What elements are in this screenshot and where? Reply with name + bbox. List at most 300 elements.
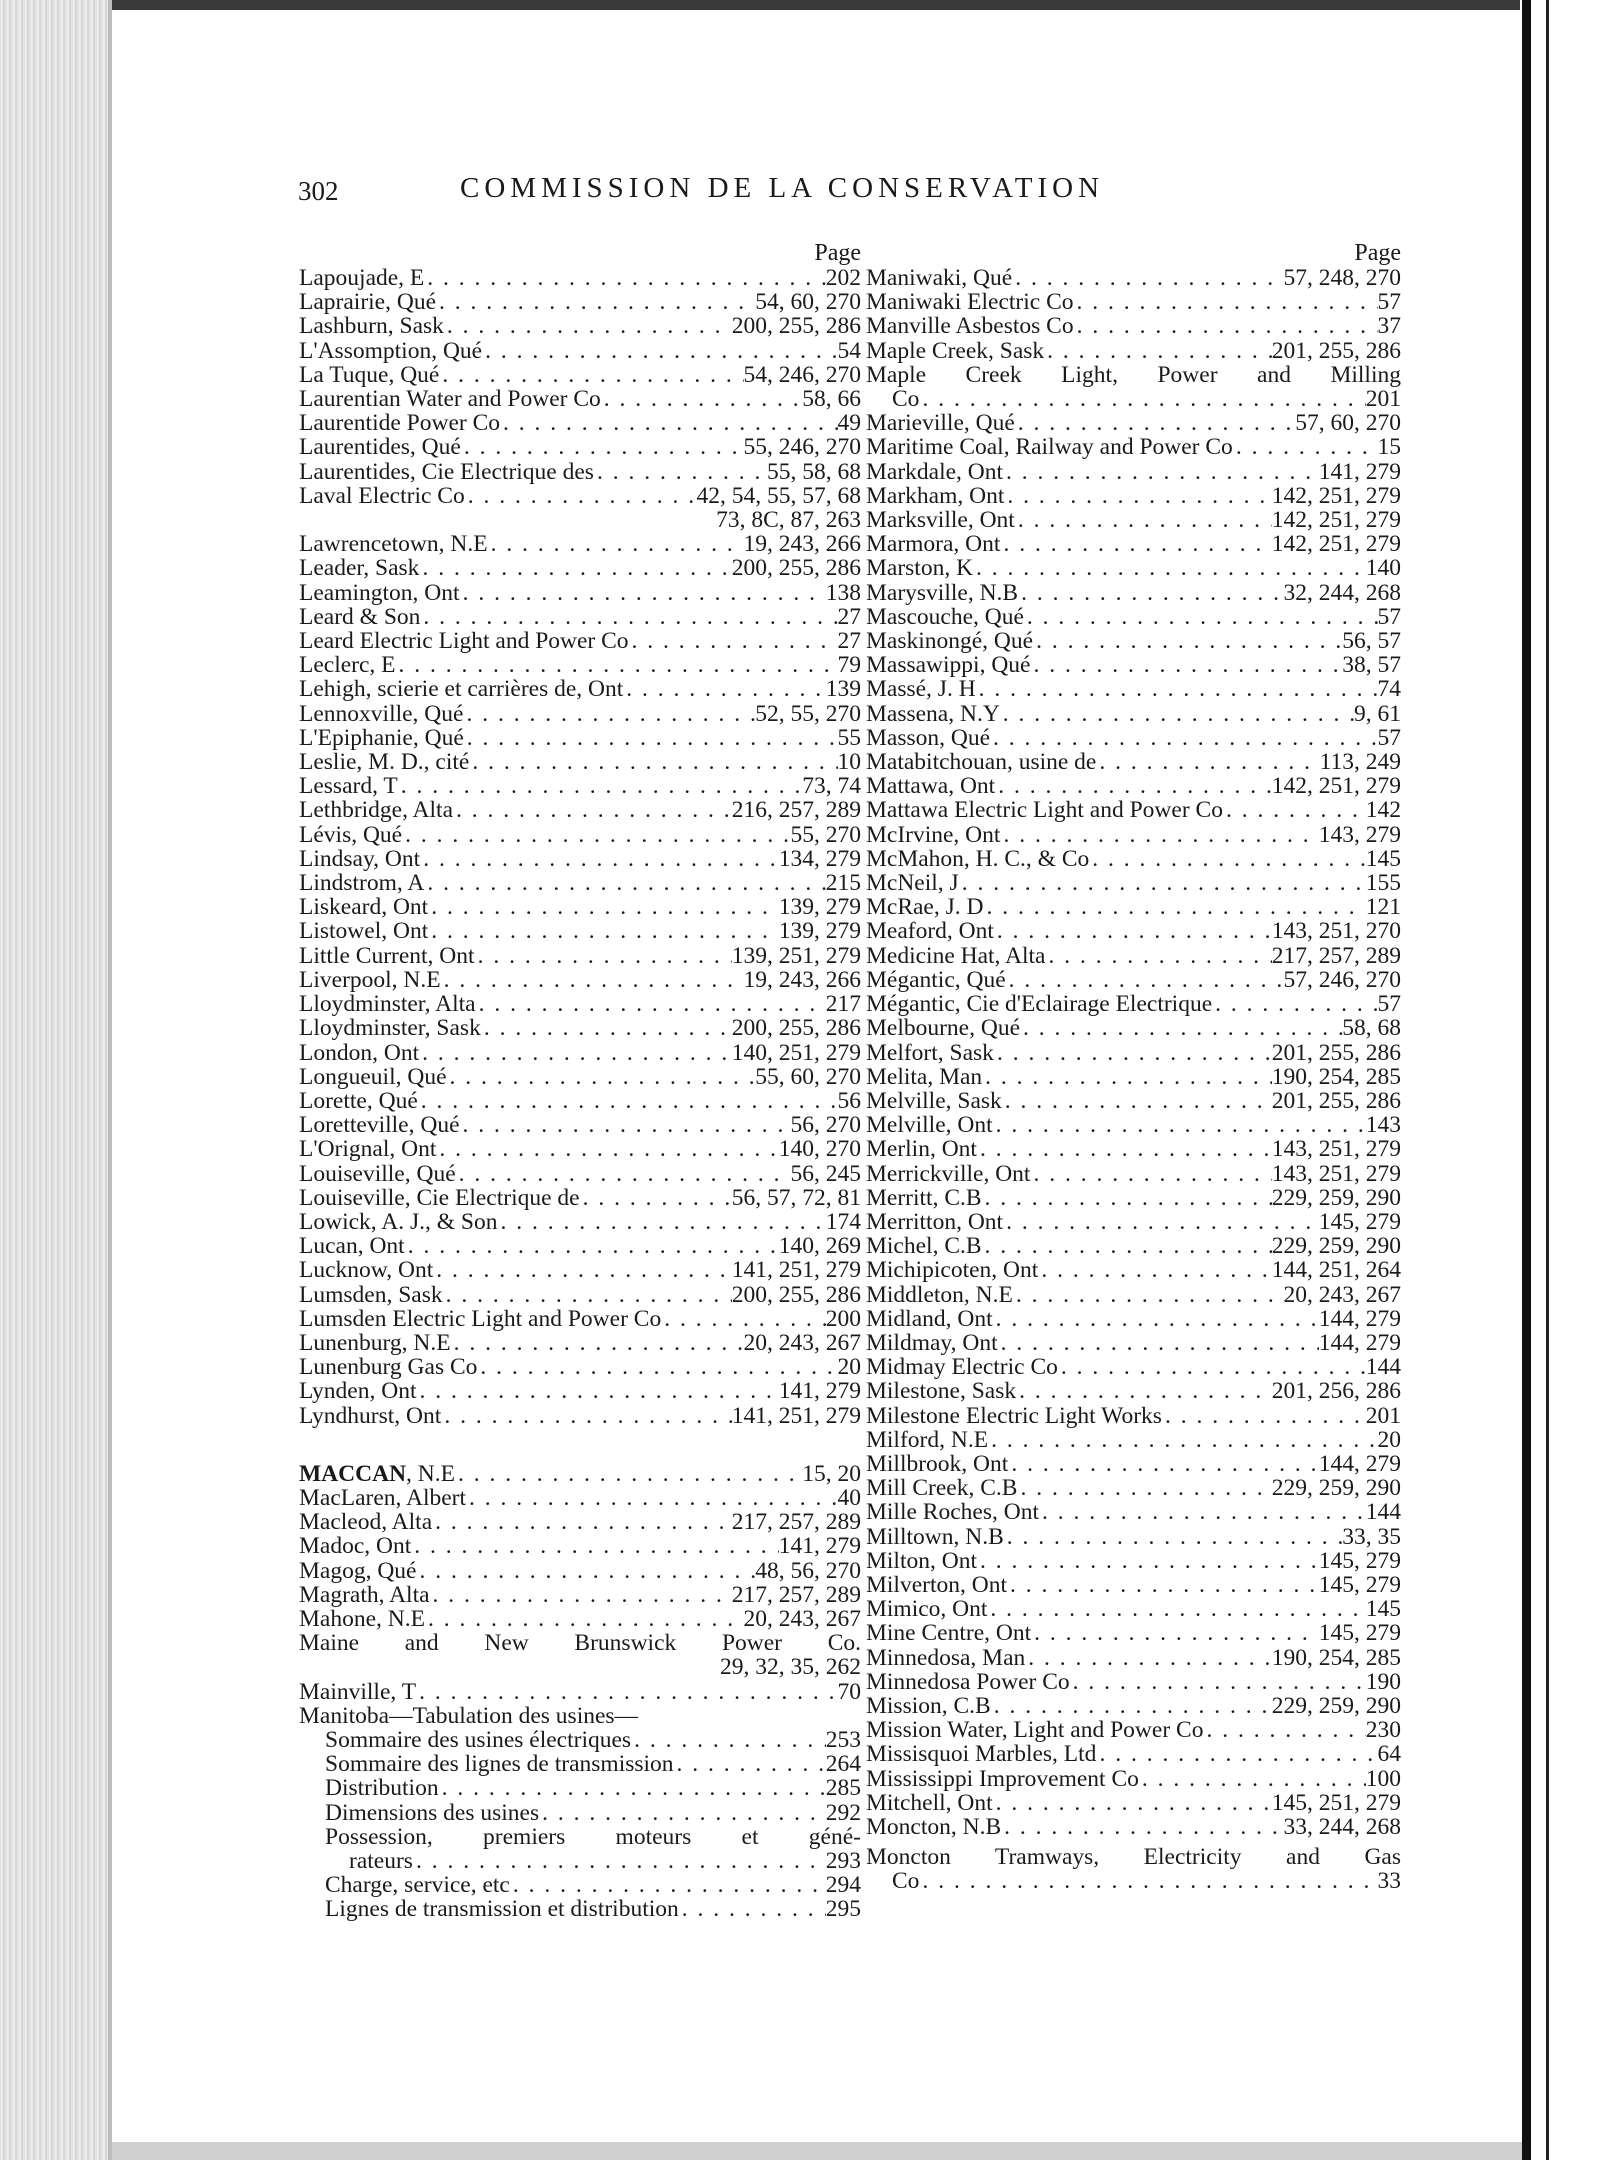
entry-name: Middleton, N.E <box>866 1281 1013 1308</box>
entry-pages: 70 <box>837 1678 861 1705</box>
dot-leader <box>481 1016 732 1040</box>
index-entry <box>299 1258 861 1282</box>
entry-pages: 144, 279 <box>1318 1305 1401 1332</box>
index-entry <box>299 774 861 798</box>
entry-name: Lunenburg, N.E <box>299 1329 451 1356</box>
entry-pages: 229, 259, 290 <box>1271 1233 1401 1260</box>
index-entry <box>866 1815 1401 1839</box>
dot-leader <box>629 629 838 653</box>
entry-pages: 140, 270 <box>778 1136 861 1163</box>
dot-leader <box>453 798 732 822</box>
entry-name: Milton, Ont <box>866 1547 977 1574</box>
index-entry <box>866 1525 1401 1549</box>
dot-leader <box>1030 1162 1271 1186</box>
entry-name: Maple Creek Light, Power and Milling <box>866 361 1401 388</box>
entry-name: L'Orignal, Ont <box>299 1136 437 1163</box>
index-entry <box>299 1752 861 1776</box>
dot-leader <box>1017 1476 1271 1500</box>
dot-leader <box>466 1486 837 1510</box>
entry-name: Minnedosa, Man <box>866 1644 1026 1671</box>
index-entry <box>299 1583 861 1607</box>
entry-pages: 20, 243, 267 <box>1283 1281 1401 1308</box>
entry-name: Loretteville, Qué <box>299 1112 460 1139</box>
entry-name: Midland, Ont <box>866 1305 993 1332</box>
entry-pages: 138 <box>825 579 861 606</box>
dot-leader <box>973 556 1366 580</box>
dot-leader <box>983 895 1365 919</box>
entry-name: Little Current, Ont <box>299 942 475 969</box>
index-entry <box>299 944 861 968</box>
dot-leader <box>1018 581 1283 605</box>
entry-pages: 73, 74 <box>802 773 861 800</box>
index-entry <box>866 1694 1401 1718</box>
dot-leader <box>432 1510 732 1534</box>
dot-leader <box>1074 290 1378 314</box>
index-entry <box>866 944 1401 968</box>
dot-leader <box>982 1065 1272 1089</box>
index-entry <box>299 314 861 338</box>
entry-pages: 294 <box>825 1872 861 1899</box>
index-entry <box>866 508 1401 532</box>
entry-pages: 229, 259, 290 <box>1271 1475 1401 1502</box>
index-entry <box>866 895 1401 919</box>
entry-name: Midmay Electric Co <box>866 1354 1058 1381</box>
entry-pages: 57 <box>1377 289 1401 316</box>
entry-pages: 32, 244, 268 <box>1283 579 1401 606</box>
entry-pages: 139, 251, 279 <box>731 942 861 969</box>
entry-name: Lucknow, Ont <box>299 1257 434 1284</box>
entry-pages: 216, 257, 289 <box>731 797 861 824</box>
index-entry <box>299 702 861 726</box>
entry-pages: 58, 66 <box>802 386 861 413</box>
entry-pages: 190, 254, 285 <box>1271 1644 1401 1671</box>
entry-pages: 10 <box>837 749 861 776</box>
dot-leader <box>1002 1089 1272 1113</box>
dot-leader <box>500 411 837 435</box>
index-entry <box>299 1041 861 1065</box>
entry-pages: 55 <box>837 724 861 751</box>
entry-pages: 200, 255, 286 <box>731 1015 861 1042</box>
entry-name: Mildmay, Ont <box>866 1329 998 1356</box>
dot-leader <box>1015 508 1272 532</box>
index-entry <box>866 726 1401 750</box>
dot-leader <box>631 1728 826 1752</box>
entry-name: McMahon, H. C., & Co <box>866 845 1090 872</box>
entry-name: Milford, N.E <box>866 1426 989 1453</box>
index-entry <box>299 1089 861 1113</box>
index-entry <box>866 1137 1401 1161</box>
entry-name: Moncton, N.B <box>866 1814 1002 1840</box>
index-entry <box>299 1873 861 1897</box>
dot-leader <box>1003 1210 1319 1234</box>
dot-leader <box>482 339 837 363</box>
entry-pages: 253 <box>825 1726 861 1753</box>
index-entry <box>866 1428 1401 1452</box>
entry-pages: 201, 255, 286 <box>1271 1087 1401 1114</box>
entry-pages: 27 <box>837 628 861 655</box>
entry-name: Leard & Son <box>299 603 421 630</box>
entry-name: Merrickville, Ont <box>866 1160 1031 1187</box>
entry-name-bold: MACCAN <box>299 1460 407 1487</box>
entry-name: Liskeard, Ont <box>299 894 429 921</box>
entry-name: Co <box>892 1868 920 1895</box>
index-entry <box>866 750 1401 774</box>
dot-leader <box>475 944 732 968</box>
index-entry <box>866 871 1401 895</box>
entry-pages: 141, 251, 279 <box>731 1257 861 1284</box>
entry-pages: 48, 56, 270 <box>755 1557 861 1584</box>
index-entry <box>299 1283 861 1307</box>
entry-pages: 295 <box>825 1896 861 1923</box>
index-entry <box>866 484 1401 508</box>
entry-name: Melville, Ont <box>866 1112 993 1139</box>
entry-name: Lindsay, Ont <box>299 845 421 872</box>
entry-name: Massawippi, Qué <box>866 652 1031 679</box>
entry-name: Lumsden, Sask <box>299 1281 443 1308</box>
entry-pages: 142 <box>1365 797 1401 824</box>
dot-leader <box>419 556 731 580</box>
entry-pages: 140, 269 <box>778 1233 861 1260</box>
entry-pages: 201, 256, 286 <box>1271 1378 1401 1405</box>
dot-leader <box>1008 1452 1318 1476</box>
entry-pages: 141, 279 <box>778 1533 861 1560</box>
entry-pages: 190, 254, 285 <box>1271 1063 1401 1090</box>
index-entry <box>299 1607 861 1631</box>
entry-name: Lévis, Qué <box>299 821 403 848</box>
entry-name: McRae, J. D <box>866 894 984 921</box>
dot-leader <box>993 1307 1319 1331</box>
entry-name: Lumsden Electric Light and Power Co <box>299 1305 662 1332</box>
entry-name: Mitchell, Ont <box>866 1789 993 1816</box>
entry-name: Massé, J. H <box>866 676 976 703</box>
entry-name: Listowel, Ont <box>299 918 429 945</box>
entry-name: Milestone, Sask <box>866 1378 1017 1405</box>
entry-name: Laurentian Water and Power Co <box>299 386 601 413</box>
index-entry <box>299 1486 861 1510</box>
entry-pages: 142, 251, 279 <box>1271 773 1401 800</box>
dot-leader <box>1030 653 1342 677</box>
entry-name: Moncton Tramways, Electricity and Gas <box>866 1844 1401 1871</box>
entry-name: Mill Creek, C.B <box>866 1475 1018 1502</box>
entry-name: Leclerc, E <box>299 652 396 679</box>
index-entry <box>866 314 1401 338</box>
entry-pages: 145 <box>1365 845 1401 872</box>
index-entry <box>866 605 1401 629</box>
index-entry <box>866 702 1401 726</box>
dot-leader <box>991 1694 1272 1718</box>
dot-leader <box>998 1331 1319 1355</box>
entry-name: Lorette, Qué <box>299 1087 418 1114</box>
entry-pages: 79 <box>837 652 861 679</box>
index-entry <box>299 1137 861 1161</box>
dot-leader <box>477 1355 837 1379</box>
entry-name: McIrvine, Ont <box>866 821 1001 848</box>
index-entry <box>866 460 1401 484</box>
dot-leader <box>416 1680 837 1704</box>
index-entry <box>299 363 861 387</box>
dot-leader <box>919 387 1365 411</box>
entry-name: Mississippi Improvement Co <box>866 1765 1139 1792</box>
entry-name: Marysville, N.B <box>866 579 1019 606</box>
dot-leader <box>1003 460 1319 484</box>
index-entry <box>299 1728 861 1752</box>
dot-leader <box>1000 702 1354 726</box>
dot-leader <box>1096 1742 1377 1766</box>
dot-leader <box>1006 968 1284 992</box>
index-entry <box>299 653 861 677</box>
entry-name: Dimensions des usines <box>325 1799 540 1826</box>
dot-leader <box>439 363 743 387</box>
entry-pages: 202 <box>825 265 861 291</box>
entry-name: Lehigh, scierie et carrières de, Ont <box>299 676 624 703</box>
entry-name: Laurentides, Cie Electrique des <box>299 458 594 485</box>
entry-pages: 217 <box>825 991 861 1018</box>
index-entry <box>866 847 1401 871</box>
index-entry <box>866 1210 1401 1234</box>
entry-name: Missisquoi Marbles, Ltd <box>866 1741 1097 1768</box>
entry-pages: 140 <box>1365 555 1401 582</box>
page-column-heading: Page <box>1354 240 1401 266</box>
entry-pages: 57, 246, 270 <box>1283 966 1401 993</box>
dot-leader <box>436 1137 778 1161</box>
entry-name: Maritime Coal, Railway and Power Co <box>866 434 1233 461</box>
entry-pages: 264 <box>825 1751 861 1778</box>
dot-leader <box>416 1559 755 1583</box>
dot-leader <box>398 774 802 798</box>
index-entry <box>299 1404 861 1428</box>
index-entry <box>866 1646 1401 1670</box>
entry-pages: 155 <box>1365 870 1401 897</box>
entry-name: Co <box>892 386 920 413</box>
entry-name: Merritt, C.B <box>866 1184 982 1211</box>
entry-name: Mégantic, Cie d'Eclairage Electrique <box>866 991 1213 1018</box>
dot-leader <box>441 1404 731 1428</box>
entry-pages: 57 <box>1377 724 1401 751</box>
dot-leader <box>1013 1283 1284 1307</box>
index-entry <box>866 1404 1401 1428</box>
dot-leader <box>461 435 744 459</box>
dot-leader <box>539 1801 826 1825</box>
entry-name: Mainville, T <box>299 1678 417 1705</box>
entry-pages: 201, 255, 286 <box>1271 1039 1401 1066</box>
entry-name: MACCAN, N.E <box>299 1460 455 1487</box>
page-gutter <box>108 0 112 2160</box>
index-entry <box>299 1462 861 1486</box>
index-entry <box>866 1379 1401 1403</box>
entry-name: Liverpool, N.E <box>299 966 441 993</box>
entry-name: Michel, C.B <box>866 1233 982 1260</box>
entry-name: Medicine Hat, Alta <box>866 942 1046 969</box>
dot-leader <box>1004 484 1271 508</box>
entry-pages: 64 <box>1377 1741 1401 1768</box>
entry-pages: 217, 257, 289 <box>1271 942 1401 969</box>
index-entry <box>866 653 1401 677</box>
index-entry <box>866 1041 1401 1065</box>
entry-pages: 174 <box>825 1208 861 1235</box>
entry-name: Longueuil, Qué <box>299 1063 447 1090</box>
dot-leader <box>425 1607 744 1631</box>
entry-pages: 141, 251, 279 <box>731 1402 861 1429</box>
entry-pages: 57, 248, 270 <box>1283 265 1401 291</box>
entry-pages: 56, 57 <box>1342 628 1401 655</box>
manitoba-heading: Manitoba—Tabulation des usines— <box>299 1702 639 1729</box>
entry-pages: 145, 279 <box>1318 1620 1401 1647</box>
entry-pages: 55, 270 <box>790 821 861 848</box>
entry-pages: 141, 279 <box>1318 458 1401 485</box>
dot-leader <box>418 1089 838 1113</box>
index-entry <box>299 1234 861 1258</box>
dot-leader <box>510 1873 826 1897</box>
entry-name: Mattawa Electric Light and Power Co <box>866 797 1223 824</box>
dot-leader <box>420 847 779 871</box>
index-entry <box>866 532 1401 556</box>
index-entry <box>866 1476 1401 1500</box>
entry-pages: 200, 255, 286 <box>731 555 861 582</box>
index-entry <box>299 968 861 992</box>
entry-pages: 19, 243, 266 <box>743 966 861 993</box>
entry-name: Milverton, Ont <box>866 1571 1007 1598</box>
entry-pages: 139 <box>825 676 861 703</box>
index-entry <box>299 1307 861 1331</box>
dot-leader <box>1096 750 1319 774</box>
entry-pages: 54, 246, 270 <box>743 361 861 388</box>
right-scan-border-inner <box>1546 0 1549 2160</box>
entry-name: Mattawa, Ont <box>866 773 996 800</box>
entry-pages: 200, 255, 286 <box>731 1281 861 1308</box>
index-entry <box>866 1500 1401 1524</box>
entry-pages: 15 <box>1377 434 1401 461</box>
entry-pages: 143 <box>1365 1112 1401 1139</box>
entry-name: Merritton, Ont <box>866 1208 1004 1235</box>
entry-pages: 134, 279 <box>778 845 861 872</box>
entry-pages: 142, 251, 279 <box>1271 482 1401 509</box>
index-entry <box>299 1559 861 1583</box>
dot-leader <box>428 919 779 943</box>
entry-pages: 144 <box>1365 1354 1401 1381</box>
entry-name: L'Epiphanie, Qué <box>299 724 464 751</box>
entry-pages: 200, 255, 286 <box>731 313 861 340</box>
index-entry <box>299 1534 861 1558</box>
entry-pages: 113, 249 <box>1319 749 1401 776</box>
index-entry <box>299 484 861 508</box>
entry-pages: 121 <box>1365 894 1401 921</box>
entry-pages: 58, 68 <box>1342 1015 1401 1042</box>
dot-leader <box>1039 1500 1366 1524</box>
dot-leader <box>439 1776 826 1800</box>
entry-pages: 143, 251, 270 <box>1271 918 1401 945</box>
dot-leader <box>460 581 826 605</box>
entry-name: Maine and New Brunswick Power Co. <box>299 1630 861 1657</box>
entry-name: Mille Roches, Ont <box>866 1499 1039 1526</box>
index-entry <box>866 581 1401 605</box>
index-entry <box>866 1331 1401 1355</box>
right-page-margin <box>1520 0 1624 2160</box>
dot-leader <box>464 726 838 750</box>
entry-pages: 200 <box>825 1305 861 1332</box>
entry-pages: 56, 270 <box>790 1112 861 1139</box>
entry-pages: 143, 279 <box>1318 821 1401 848</box>
entry-pages: 56, 245 <box>790 1160 861 1187</box>
entry-name: Sommaire des lignes de transmission <box>325 1751 674 1778</box>
index-entry <box>866 1283 1401 1307</box>
entry-pages: 215 <box>825 870 861 897</box>
entry-name: Laurentides, Qué <box>299 434 461 461</box>
dot-leader <box>424 871 825 895</box>
dot-leader <box>1000 823 1318 847</box>
dot-leader <box>1033 629 1342 653</box>
entry-pages: 54, 60, 270 <box>755 289 861 316</box>
entry-continuation: 73, 8C, 87, 263 <box>716 507 861 534</box>
entry-name: Mégantic, Qué <box>866 966 1006 993</box>
entry-pages: 56, 57, 72, 81 <box>731 1184 861 1211</box>
entry-name: rateurs <box>349 1848 413 1874</box>
index-entry <box>866 339 1401 363</box>
entry-name: Melfort, Sask <box>866 1039 994 1066</box>
dot-leader <box>1024 605 1378 629</box>
dot-leader <box>1089 847 1366 871</box>
entry-name: Marston, K <box>866 555 974 582</box>
index-entry <box>299 1113 861 1137</box>
dot-leader <box>433 1258 732 1282</box>
entry-name: Maniwaki Electric Co <box>866 289 1074 316</box>
entry-pages: 217, 257, 289 <box>731 1581 861 1608</box>
dot-leader <box>488 532 744 556</box>
dot-leader <box>994 919 1272 943</box>
entry-name: Matabitchouan, usine de <box>866 749 1097 776</box>
index-entry <box>866 1065 1401 1089</box>
entry-pages: 33, 35 <box>1342 1523 1401 1550</box>
entry-pages: 145, 279 <box>1318 1547 1401 1574</box>
entry-name: Massena, N.Y <box>866 700 1000 727</box>
entry-name: Maple Creek, Sask <box>866 337 1045 364</box>
entry-pages: 144, 279 <box>1318 1450 1401 1477</box>
entry-name: Leslie, M. D., cité <box>299 749 470 776</box>
dot-leader <box>976 677 1378 701</box>
running-title: COMMISSION DE LA CONSERVATION <box>460 172 1105 204</box>
dot-leader <box>977 1137 1272 1161</box>
entry-pages: 145, 279 <box>1318 1208 1401 1235</box>
dot-leader <box>988 1428 1377 1452</box>
dot-leader <box>1070 1670 1366 1694</box>
dot-leader <box>987 1597 1365 1621</box>
dot-leader <box>441 968 744 992</box>
right-index-column <box>866 240 1401 1894</box>
entry-name: Louiseville, Cie Electrique de <box>299 1184 580 1211</box>
entry-name: Lawrencetown, N.E <box>299 531 488 558</box>
dot-leader <box>1223 798 1366 822</box>
entry-pages: 20, 243, 267 <box>743 1605 861 1632</box>
entry-name: Lindstrom, A <box>299 870 425 897</box>
entry-name: Meaford, Ont <box>866 918 994 945</box>
dot-leader <box>411 1534 778 1558</box>
entry-name: Milltown, N.B <box>866 1523 1004 1550</box>
entry-name: Lignes de transmission et distribution <box>325 1896 679 1923</box>
entry-pages: 140, 251, 279 <box>731 1039 861 1066</box>
index-entry <box>866 677 1401 701</box>
entry-pages: 145, 251, 279 <box>1271 1789 1401 1816</box>
index-entry <box>299 556 861 580</box>
entry-name: Lunenburg Gas Co <box>299 1354 478 1381</box>
dot-leader <box>674 1752 826 1776</box>
entry-name: Leader, Sask <box>299 555 420 582</box>
index-entry <box>299 847 861 871</box>
entry-name: Lapoujade, E <box>299 265 425 291</box>
index-entry <box>299 1355 861 1379</box>
index-entry <box>866 556 1401 580</box>
dot-leader <box>456 1162 791 1186</box>
dot-leader <box>1139 1767 1366 1791</box>
dot-leader <box>455 1462 802 1486</box>
